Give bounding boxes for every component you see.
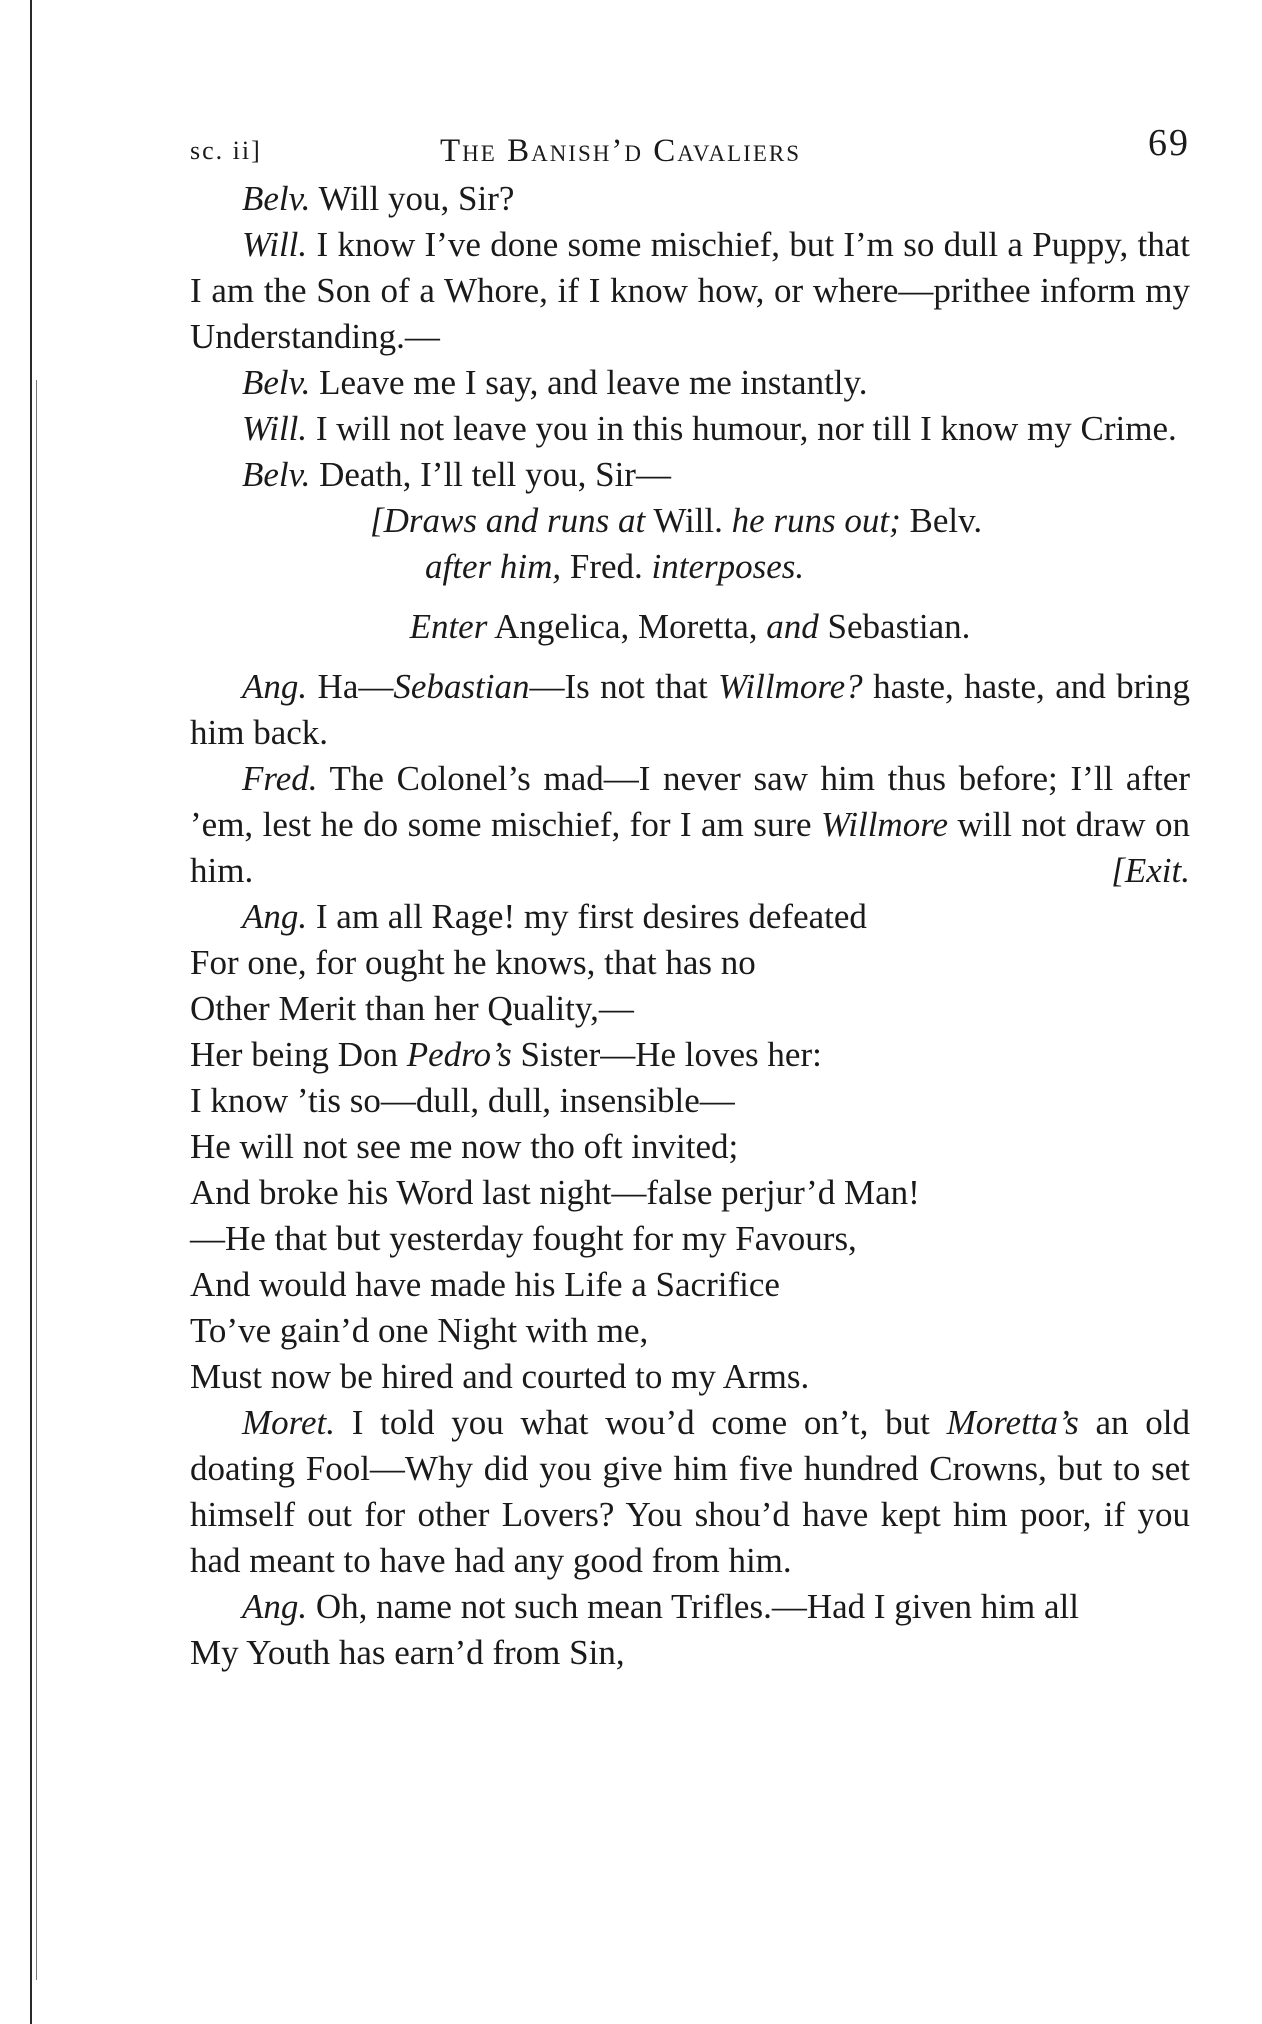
exit-direction: [Exit.: [1111, 851, 1190, 890]
speaker: Ang.: [242, 667, 308, 706]
verse-line: —He that but yesterday fought for my Favours,: [190, 1219, 857, 1258]
verse-line: Must now be hired and courted to my Arms.: [190, 1357, 810, 1396]
stage-direction-cont: [190, 544, 1190, 590]
speech-line: [190, 1400, 1190, 1584]
sd-roman: Fred.: [561, 547, 652, 586]
sd-italic: interposes.: [651, 547, 805, 586]
verse-text: Her being Don: [190, 1035, 407, 1074]
sd-italic: [Draws and runs at: [370, 501, 646, 540]
speech-text: Death, I’ll tell you, Sir—: [310, 455, 671, 494]
verse-text: I am all Rage! my first desires defeated: [307, 897, 867, 936]
speech-italic: Sebastian: [393, 667, 530, 706]
speech-text: Leave me I say, and leave me instantly.: [310, 363, 868, 402]
stage-direction: [190, 498, 1190, 544]
speech-text: will not draw on him.: [190, 805, 1190, 890]
speech-italic: Willmore: [821, 805, 949, 844]
speaker: Will.: [242, 225, 308, 264]
speech-text: I know I’ve done some mischief, but I’m so dull a Puppy, that I am the Son of a Whore, if I know how, or where—prithee inform my Understanding.—: [190, 225, 1190, 356]
verse-line: [190, 894, 1190, 940]
speech-line: [190, 406, 1190, 452]
book-page: [190, 120, 1190, 1676]
page-spine-edge: [36, 380, 37, 1980]
verse-line: And broke his Word last night—false perjur’d Man!: [190, 1173, 920, 1212]
speech-italic: Willmore?: [718, 667, 863, 706]
sd-roman: Sebastian.: [818, 607, 971, 646]
speech-line: [190, 176, 1190, 222]
speech-text: I told you what wou’d come on’t, but: [335, 1403, 947, 1442]
speech-line: [190, 1584, 1190, 1630]
sd-roman: Will.: [645, 501, 732, 540]
verse-line: For one, for ought he knows, that has no: [190, 943, 756, 982]
sd-italic: and: [766, 607, 819, 646]
verse-line: Other Merit than her Quality,—: [190, 989, 634, 1028]
verse-line: He will not see me now tho oft invited;: [190, 1127, 739, 1166]
running-title: The Banish’d Cavaliers: [440, 133, 802, 169]
speaker: Belv.: [242, 363, 311, 402]
speaker: Moret.: [242, 1403, 335, 1442]
sd-roman: Angelica, Moretta,: [487, 607, 767, 646]
speech-line: [190, 664, 1190, 756]
entrance-direction: [190, 590, 1190, 664]
speech-text: Will you, Sir?: [310, 179, 515, 218]
verse-italic: Pedro’s: [406, 1035, 512, 1074]
verse-text: Sister—He loves her:: [511, 1035, 822, 1074]
verse-line: My Youth has earn’d from Sin,: [190, 1633, 625, 1672]
speech-italic: Moretta’s: [946, 1403, 1079, 1442]
verse-line: And would have made his Life a Sacrifice: [190, 1265, 780, 1304]
verse-line: To’ve gain’d one Night with me,: [190, 1311, 649, 1350]
sd-italic: after him,: [425, 547, 562, 586]
verse-line: [190, 1032, 1190, 1078]
running-header: [190, 120, 1190, 176]
verse-line: I know ’tis so—dull, dull, insensible—: [190, 1081, 735, 1120]
speech-line: [190, 452, 1190, 498]
speaker: Fred.: [242, 759, 318, 798]
speech-line: [190, 360, 1190, 406]
scene-marker: sc. ii]: [190, 136, 262, 165]
speaker: Belv.: [242, 179, 311, 218]
speech-line: [190, 756, 1190, 894]
speech-text: an old doating Fool—Why did you give him five hundred Crowns, but to set himself out for other Lovers? You shou’d have kept him poor, if you had meant to have had any good from him.: [190, 1403, 1190, 1580]
page-number: 69: [1148, 122, 1190, 164]
speaker: Belv.: [242, 455, 311, 494]
speech-text: Oh, name not such mean Trifles.—Had I given him all: [307, 1587, 1079, 1626]
sd-italic: Enter: [409, 607, 488, 646]
speech-text: haste, haste, and bring him back.: [190, 667, 1191, 752]
speaker: Ang.: [242, 1587, 308, 1626]
speech-text: I will not leave you in this humour, nor till I know my Crime.: [307, 409, 1177, 448]
sd-roman: Belv.: [900, 501, 983, 540]
speech-line: [190, 222, 1190, 360]
speech-text: Ha—: [307, 667, 394, 706]
speech-text: —Is not that: [529, 667, 719, 706]
sd-italic: he runs out;: [731, 501, 901, 540]
page-spine-shadow: [30, 0, 32, 2024]
speaker: Will.: [242, 409, 308, 448]
speech-text: The Colonel’s mad—I never saw him thus before; I’ll after ’em, lest he do some mischief, for I am sure: [190, 759, 1190, 844]
speaker: Ang.: [242, 897, 308, 936]
